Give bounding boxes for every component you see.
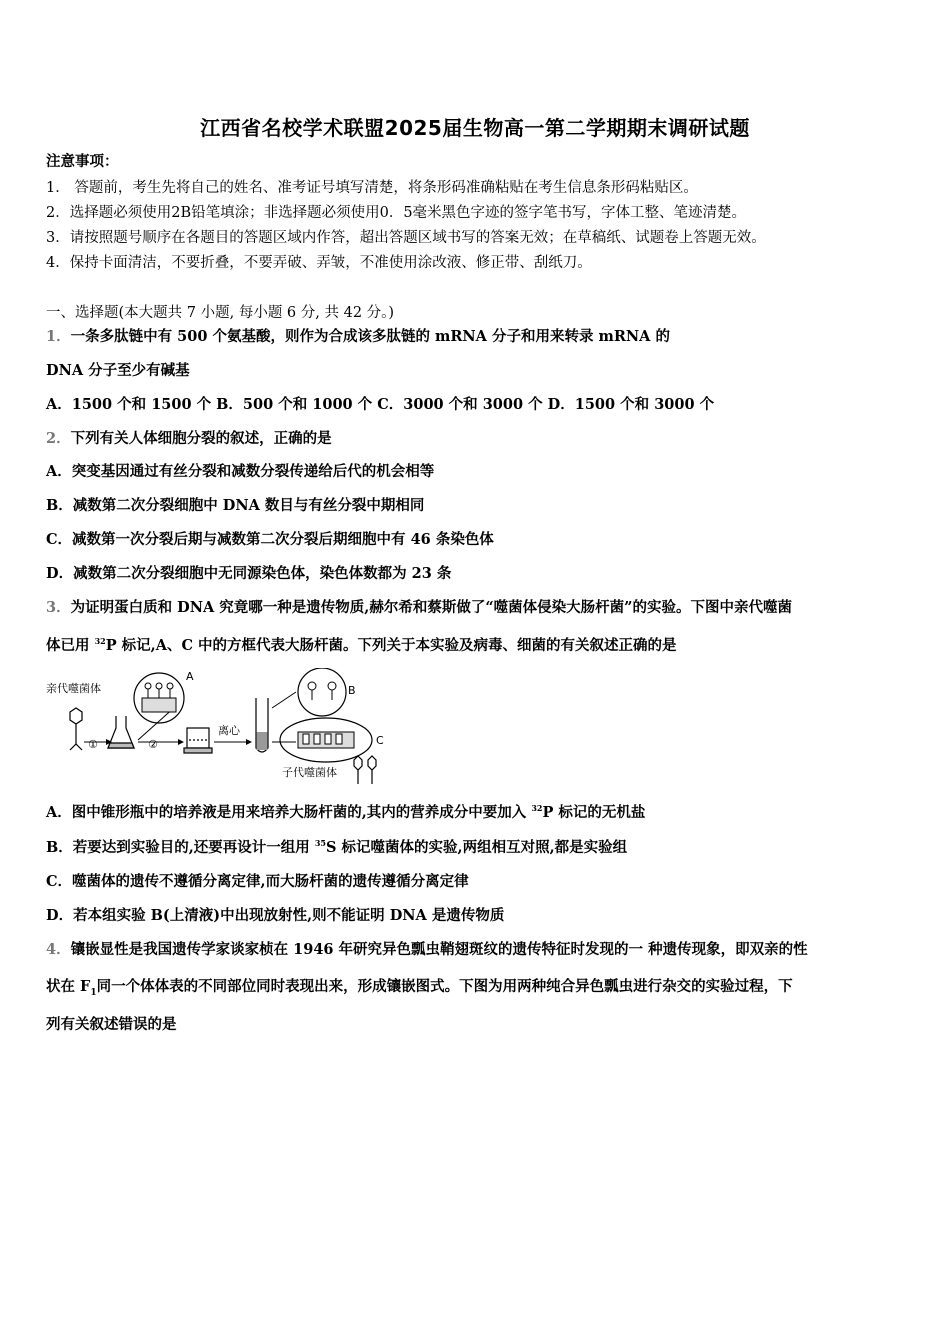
phage-shells-icon: [308, 682, 336, 700]
question-2-option-c: C．减数第一次分裂后期与减数第二次分裂后期细胞中有 46 条染色体: [46, 531, 494, 548]
text-fragment: 体已用: [46, 637, 95, 654]
centrifuge-label: 离心: [218, 724, 240, 737]
isotope-superscript: 35: [314, 838, 326, 849]
isotope-superscript: 32: [531, 803, 543, 814]
circle-b: [298, 668, 346, 716]
question-4-text: 镶嵌显性是我国遗传学家谈家桢在 1946 年研究异色瓢虫鞘翅斑纹的遗传特征时发现的一 种遗传现象，即双亲的性: [70, 941, 808, 958]
label-b: B: [348, 684, 356, 697]
text-fragment: 同一个体体表的不同部位同时表现出来，形成镶嵌图式。下图为用两种纯合异色瓢虫进行杂交的实验过程，下: [96, 978, 793, 995]
parent-phage-icon: [70, 708, 82, 750]
text-fragment: P 标记,A、C 中的方框代表大肠杆菌。下列关于本实验及病毒、细菌的有关叙述正确的是: [105, 637, 677, 654]
step-2-label: ②: [148, 738, 158, 751]
text-fragment: A．图中锥形瓶中的培养液是用来培养大肠杆菌的,其内的营养成分中要加入: [46, 804, 532, 821]
notice-item-3: 3．请按照题号顺序在各题目的答题区域内作答，超出答题区域书写的答案无效；在草稿纸、试题卷上答题无效。: [46, 230, 766, 246]
offspring-phage-label: 子代噬菌体: [282, 766, 337, 779]
generation-subscript: 1: [90, 987, 97, 998]
question-1-stem-cont: DNA 分子至少有碱基: [46, 362, 190, 379]
arrow-line: [272, 692, 296, 708]
arrow-head: [246, 739, 252, 745]
question-4-stem: [46, 940, 808, 960]
bacterium-box-a: [142, 698, 176, 712]
question-1-text: 一条多肽链中有 500 个氨基酸，则作为合成该多肽链的 mRNA 分子和用来转录 mRNA 的: [70, 328, 670, 345]
centrifuge-tube-icon: [184, 728, 212, 753]
question-3-stem: [46, 598, 792, 618]
question-2-text: 下列有关人体细胞分裂的叙述，正确的是: [70, 430, 332, 447]
question-number: 2．: [46, 430, 71, 447]
notice-item-1: 1． 答题前，考生先将自己的姓名、准考证号填写清楚，将条形码准确粘贴在考生信息条形码粘贴区。: [46, 180, 698, 196]
arrow-head: [178, 739, 184, 745]
step-1-label: ①: [88, 738, 98, 751]
question-3-option-a: [46, 803, 645, 823]
question-2-option-a: A．突变基因通过有丝分裂和减数分裂传递给后代的机会相等: [46, 463, 435, 480]
question-4-stem-cont: [46, 977, 793, 997]
question-3-text: 为证明蛋白质和 DNA 究竟哪一种是遗传物质,赫尔希和蔡斯做了“噬菌体侵染大肠杆菌”的实验。下图中亲代噬菌: [70, 599, 792, 616]
question-3-option-b: [46, 838, 627, 858]
question-3-stem-cont: [46, 636, 677, 656]
isotope-superscript: 32: [94, 636, 106, 647]
notice-item-4: 4．保持卡面清洁，不要折叠，不要弄破、弄皱，不准使用涂改液、修正带、刮纸刀。: [46, 255, 592, 271]
label-c: C: [376, 734, 384, 747]
text-fragment: S 标记噬菌体的实验,两组相互对照,都是实验组: [326, 839, 628, 856]
text-fragment: B．若要达到实验目的,还要再设计一组用: [46, 839, 315, 856]
question-number: 3．: [46, 599, 71, 616]
test-tube-icon: [256, 698, 268, 752]
question-1-stem: [46, 327, 670, 347]
phage-on-bacterium-icon: [145, 683, 173, 698]
notice-heading: 注意事项：: [46, 153, 119, 170]
question-2-stem: [46, 429, 332, 449]
question-number: 1．: [46, 328, 71, 345]
offspring-phage-icon: [354, 756, 376, 784]
question-2-option-d: D．减数第二次分裂细胞中无同源染色体，染色体数都为 23 条: [46, 565, 452, 582]
question-number: 4．: [46, 941, 71, 958]
question-2-option-b: B．减数第二次分裂细胞中 DNA 数目与有丝分裂中期相同: [46, 497, 425, 514]
section-heading: 一、选择题(本大题共 7 小题, 每小题 6 分, 共 42 分。): [46, 305, 395, 321]
label-a: A: [186, 670, 194, 683]
notice-item-2: 2．选择题必须使用2B铅笔填涂；非选择题必须使用0．5毫米黑色字迹的签字笔书写，字体工整、笔迹清楚。: [46, 205, 747, 221]
page-title: 江西省名校学术联盟2025届生物高一第二学期期末调研试题: [200, 116, 750, 140]
question-3-option-c: C．噬菌体的遗传不遵循分离定律,而大肠杆菌的遗传遵循分离定律: [46, 873, 469, 890]
question-3-option-d: D．若本组实验 B(上清液)中出现放射性,则不能证明 DNA 是遗传物质: [46, 907, 505, 924]
question-4-stem-end: 列有关叙述错误的是: [46, 1016, 177, 1033]
text-fragment: P 标记的无机盐: [542, 804, 646, 821]
flask-icon: [108, 716, 134, 748]
phage-experiment-diagram: [44, 668, 384, 788]
parent-phage-label: 亲代噬菌体: [46, 682, 101, 695]
text-fragment: 状在 F: [46, 978, 91, 995]
question-1-options: A．1500 个和 1500 个 B．500 个和 1000 个 C．3000 个和 3000 个 D．1500 个和 3000 个: [46, 396, 715, 413]
